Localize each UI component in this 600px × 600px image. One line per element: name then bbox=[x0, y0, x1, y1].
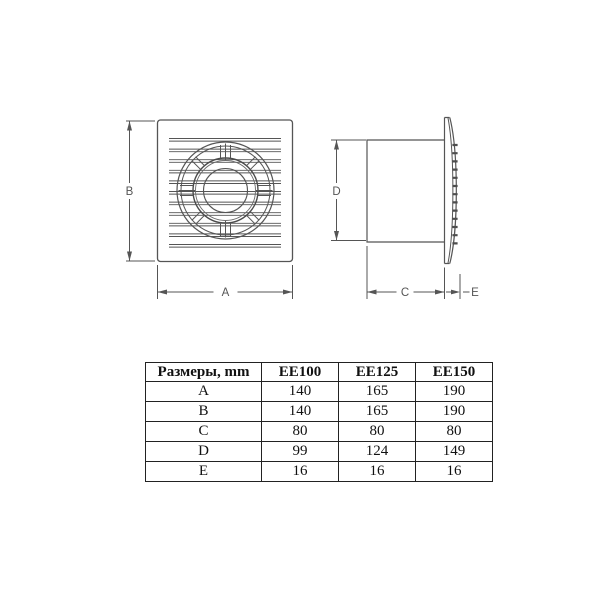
value-cell: 80 bbox=[339, 422, 416, 442]
value-cell: 16 bbox=[339, 462, 416, 482]
value-cell: 140 bbox=[262, 382, 339, 402]
table-row-d bbox=[146, 442, 493, 462]
header-model-ee125: EE125 bbox=[339, 363, 416, 382]
dim-label-a: A bbox=[221, 287, 230, 299]
row-label: D bbox=[146, 442, 262, 462]
table-row-b bbox=[146, 402, 493, 422]
front-view bbox=[158, 120, 293, 262]
table-row-c bbox=[146, 422, 493, 442]
dim-label-b: B bbox=[125, 186, 134, 198]
value-cell: 16 bbox=[416, 462, 493, 482]
dimensions-table bbox=[145, 362, 493, 482]
dim-label-e: E bbox=[471, 287, 479, 299]
table-row-a bbox=[146, 382, 493, 402]
panel-profile bbox=[445, 118, 457, 264]
header-model-ee100: EE100 bbox=[262, 363, 339, 382]
value-cell: 140 bbox=[262, 402, 339, 422]
duct-outline bbox=[367, 140, 445, 242]
value-cell: 190 bbox=[416, 402, 493, 422]
value-cell: 165 bbox=[339, 402, 416, 422]
header-dimensions-label: Размеры, mm bbox=[146, 363, 262, 382]
row-label: C bbox=[146, 422, 262, 442]
value-cell: 80 bbox=[262, 422, 339, 442]
table-row-e bbox=[146, 462, 493, 482]
value-cell: 99 bbox=[262, 442, 339, 462]
value-cell: 190 bbox=[416, 382, 493, 402]
row-label: A bbox=[146, 382, 262, 402]
value-cell: 16 bbox=[262, 462, 339, 482]
value-cell: 124 bbox=[339, 442, 416, 462]
value-cell: 165 bbox=[339, 382, 416, 402]
dim-label-c: C bbox=[400, 287, 410, 299]
table-header-row bbox=[146, 363, 493, 382]
header-model-ee150: EE150 bbox=[416, 363, 493, 382]
row-label: E bbox=[146, 462, 262, 482]
row-label: B bbox=[146, 402, 262, 422]
dim-label-d: D bbox=[332, 186, 341, 198]
value-cell: 149 bbox=[416, 442, 493, 462]
value-cell: 80 bbox=[416, 422, 493, 442]
side-view bbox=[367, 118, 458, 264]
